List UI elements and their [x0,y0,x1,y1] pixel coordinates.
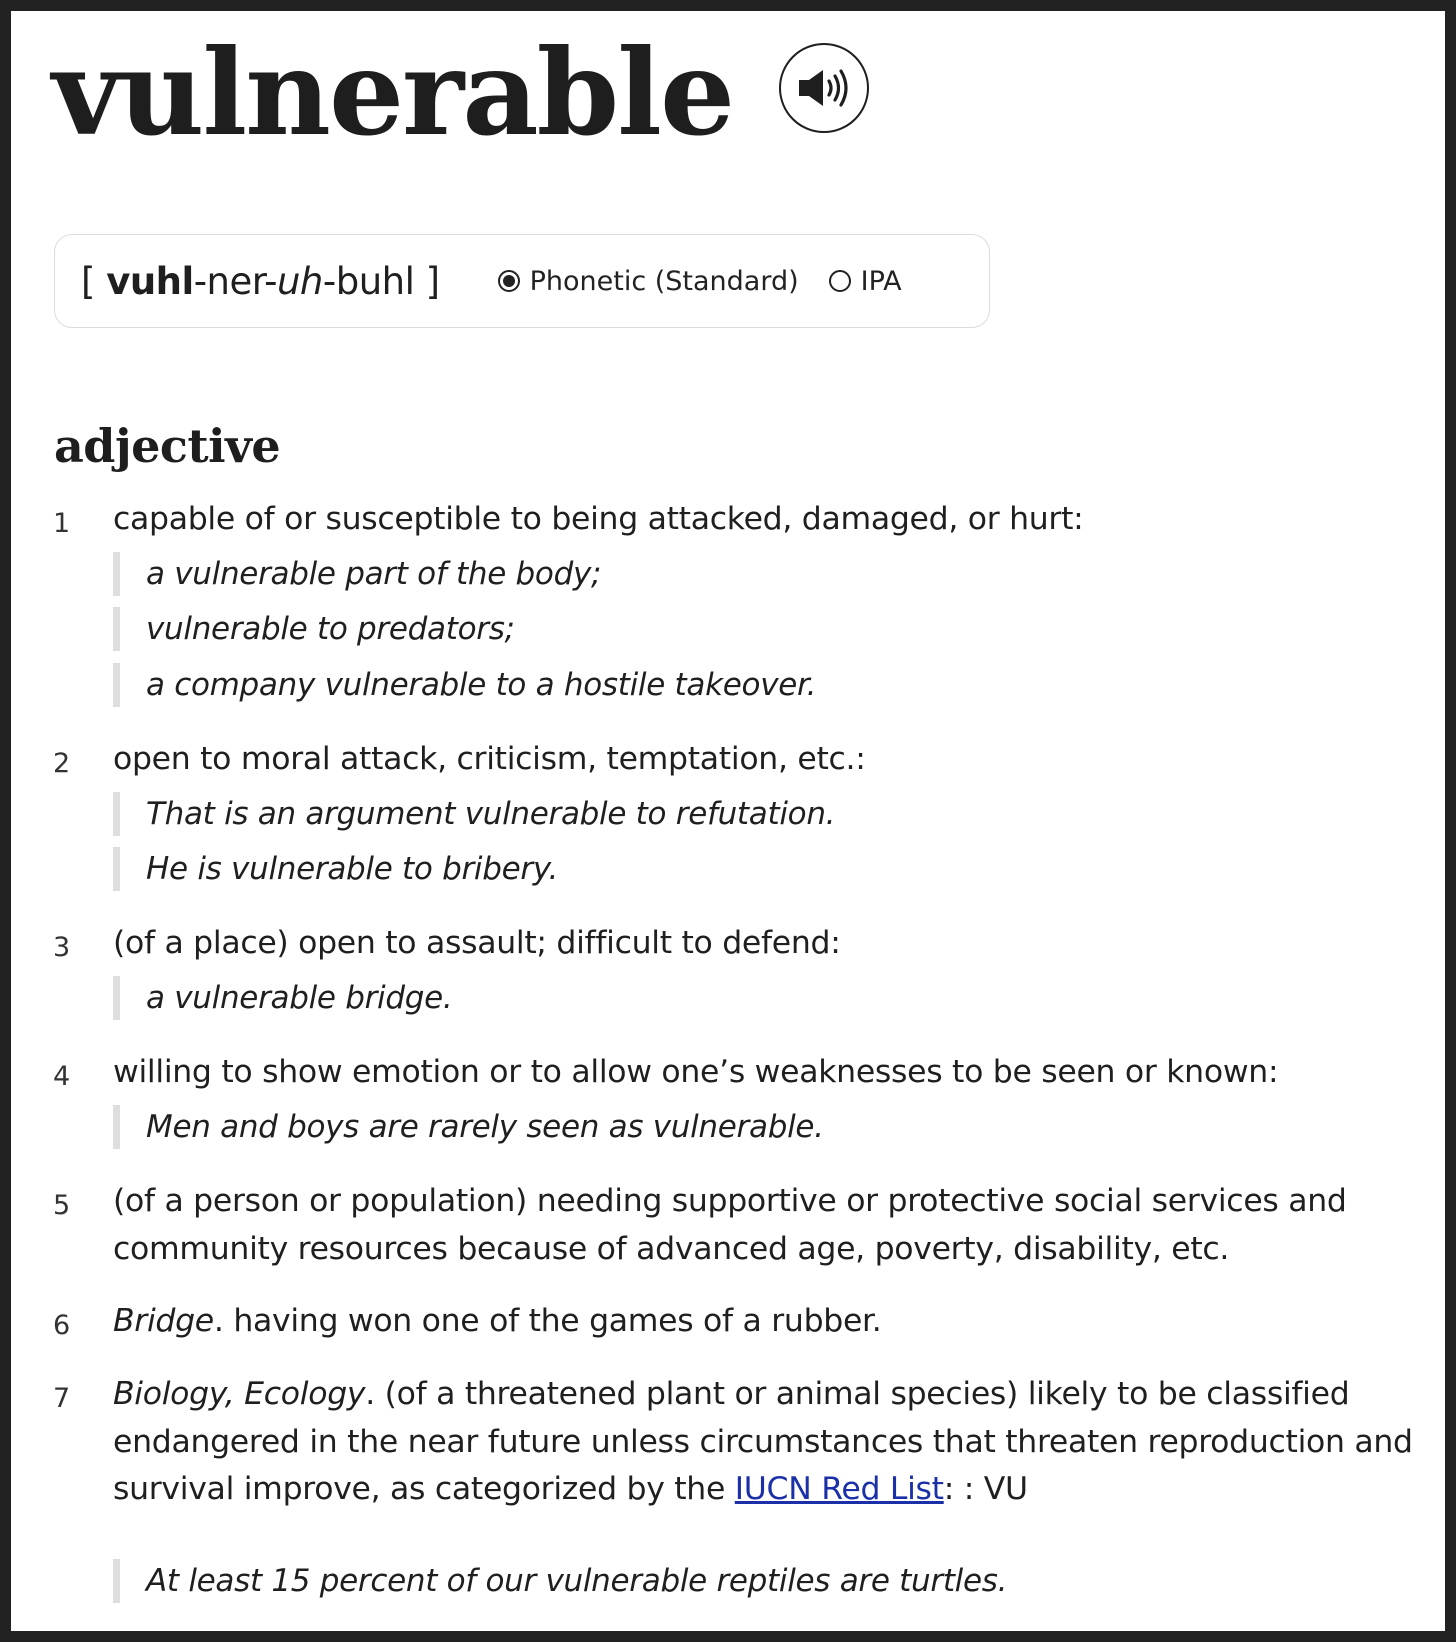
radio-label: Phonetic (Standard) [529,265,799,297]
definition-text [113,1371,1413,1514]
example-sentence: a vulnerable bridge. [113,976,452,1020]
subject-label: Bridge [113,1303,214,1339]
definition-text [113,1178,1413,1273]
definition-text: open to moral attack, criticism, temptation, etc.: [113,741,866,777]
definition-number: 5 [53,1190,71,1221]
bracket-open: [ [81,259,107,303]
example-sentence: At least 15 percent of our vulnerable reptiles are turtles. [113,1559,1007,1603]
subject-label: Biology, Ecology [113,1376,366,1412]
pronunciation-box [54,234,990,328]
example-sentence: That is an argument vulnerable to refutation. [113,792,835,836]
definition-number: 2 [53,748,71,779]
definition-body: : : VU [943,1471,1028,1507]
definition-text [113,1298,1413,1346]
example-sentence: a vulnerable part of the body; [113,552,601,596]
iucn-red-list-link[interactable]: IUCN Red List [734,1471,944,1507]
radio-label: IPA [860,265,902,297]
syllable-segment: -ner- [193,259,277,303]
stressed-syllable: vuhl [106,259,194,303]
radio-phonetic-standard[interactable] [498,266,799,297]
definition-number: 6 [53,1310,71,1341]
part-of-speech: adjective [54,419,281,473]
definition-body: . having won one of the games of a rubber. [213,1303,882,1339]
example-sentence: He is vulnerable to bribery. [113,847,558,891]
definition-number: 7 [53,1383,71,1414]
pronunciation-format-toggle [498,266,932,297]
definition-line [113,1371,1413,1419]
definition-body: . (of a threatened plant or animal species) likely to be classified [365,1376,1350,1412]
headword-row [52,23,869,163]
pronunciation-respelling [81,260,440,303]
definition-line: (of a person or population) needing supportive or protective social services and [113,1183,1347,1219]
definition-number: 3 [53,932,71,963]
example-sentence: vulnerable to predators; [113,607,515,651]
definition-text: willing to show emotion or to allow one’s weaknesses to be seen or known: [113,1054,1279,1090]
definition-line: community resources because of advanced age, poverty, disability, etc. [113,1230,1230,1267]
example-sentence: a company vulnerable to a hostile takeover. [113,663,816,707]
syllable-segment: -buhl [322,259,415,303]
radio-selected-icon[interactable] [498,270,520,292]
definition-body: survival improve, as categorized by the [113,1471,735,1507]
italic-syllable: uh [276,259,323,303]
dictionary-entry-panel [11,11,1445,1631]
definition-number: 1 [53,508,71,539]
definition-text: (of a place) open to assault; difficult to defend: [113,925,841,961]
radio-ipa[interactable] [829,266,902,297]
definition-line [113,1466,1413,1514]
example-sentence: Men and boys are rarely seen as vulnerable. [113,1105,824,1149]
bracket-close: ] [414,259,440,303]
definition-number: 4 [53,1061,71,1092]
definition-text: capable of or susceptible to being attacked, damaged, or hurt: [113,501,1084,537]
definition-line: endangered in the near future unless circumstances that threaten reproduction and [113,1423,1413,1460]
headword: vulnerable [52,23,734,162]
speaker-icon [795,65,853,111]
radio-unselected-icon[interactable] [829,270,851,292]
pronunciation-audio-button[interactable] [779,43,869,133]
